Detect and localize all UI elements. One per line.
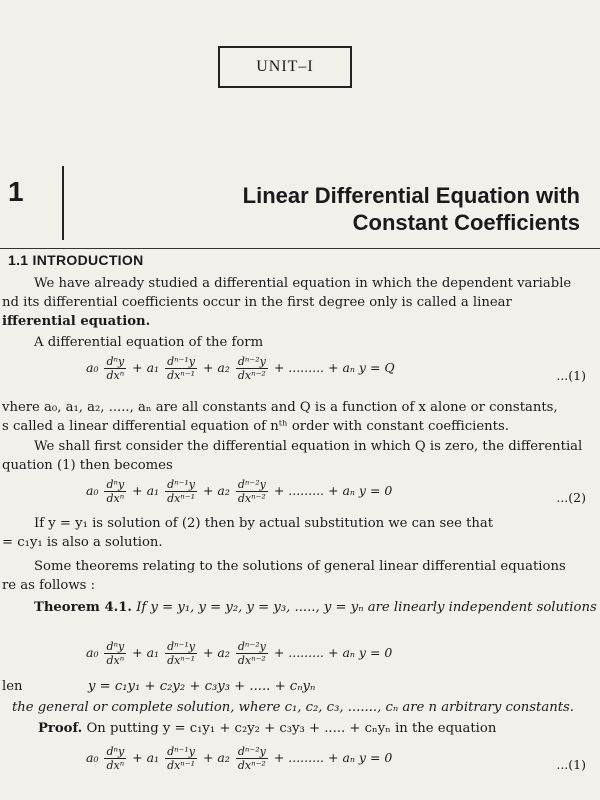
general-solution: y = c₁y₁ + c₂y₂ + c₃y₃ + ..... + cₙyₙ	[88, 679, 316, 694]
eq1-frac-3: $\frac{\text{dⁿ⁻²y}}{\text{dxⁿ⁻²}}$	[237, 355, 266, 382]
theorem-text: If y = y₁, y = y₂, y = y₃, ....., y = yₙ are linearly independent solutions	[136, 600, 597, 615]
general-solution-text: the general or complete solution, where c₁, c₂, c₃, ......., cₙ are n arbitrary constants.	[12, 700, 574, 715]
intro-line-4: A differential equation of the form	[34, 335, 264, 350]
equation-proof-number: ...(1)	[556, 757, 586, 772]
eq3-tail: + ......... + aₙ y = 0	[273, 645, 393, 660]
chapter-divider	[62, 166, 64, 240]
eq4-frac-2: $\frac{\text{dⁿ⁻¹y}}{\text{dxⁿ⁻¹}}$	[167, 745, 195, 772]
eq2-frac-2: $\frac{\text{dⁿ⁻¹y}}{\text{dxⁿ⁻¹}}$	[167, 478, 195, 505]
eq1-a1: + a₁	[132, 360, 160, 375]
chapter-title-line2: Constant Coefficients	[352, 210, 580, 235]
para3-line-2: = c₁y₁ is also a solution.	[2, 535, 163, 550]
eq3-a1: + a₁	[132, 645, 160, 660]
eq4-a0: a₀	[86, 750, 99, 765]
chapter-title-line1: Linear Differential Equation with	[242, 183, 580, 208]
eq1-tail: + ......... + aₙ y = Q	[273, 360, 395, 375]
unit-label: UNIT–I	[256, 58, 314, 75]
proof	[38, 719, 496, 738]
equation-proof	[86, 745, 392, 772]
unit-label-box	[218, 46, 352, 88]
para4-line-2: re as follows :	[2, 578, 96, 593]
eq1-frac-1: $\frac{\text{dⁿy}}{\text{dxⁿ}}$	[106, 355, 125, 382]
para2-line-2: quation (1) then becomes	[2, 458, 173, 473]
eq3-frac-3: $\frac{\text{dⁿ⁻²y}}{\text{dxⁿ⁻²}}$	[237, 640, 266, 667]
eq1-a0: a₀	[86, 360, 99, 375]
eq4-tail: + ......... + aₙ y = 0	[273, 750, 393, 765]
heading-rule	[0, 248, 600, 249]
eq3-frac-2: $\frac{\text{dⁿ⁻¹y}}{\text{dxⁿ⁻¹}}$	[167, 640, 195, 667]
eq2-a2: + a₂	[202, 483, 230, 498]
theorem-label: Theorem 4.1.	[34, 600, 133, 615]
eq2-a0: a₀	[86, 483, 99, 498]
eq2-frac-3: $\frac{\text{dⁿ⁻²y}}{\text{dxⁿ⁻²}}$	[237, 478, 266, 505]
eq1-a2: + a₂	[202, 360, 230, 375]
margin-word: len	[2, 679, 23, 694]
chapter-title	[243, 182, 580, 236]
intro-line-1: We have already studied a differential equation in which the dependent variable	[34, 276, 572, 291]
proof-text: On putting y = c₁y₁ + c₂y₂ + c₃y₃ + ..... + cₙyₙ in the equation	[86, 721, 497, 736]
para2-line-1: We shall first consider the differential equation in which Q is zero, the differential	[34, 439, 583, 454]
theorem	[34, 598, 597, 617]
eq3-frac-1: $\frac{\text{dⁿy}}{\text{dxⁿ}}$	[106, 640, 125, 667]
eq4-frac-1: $\frac{\text{dⁿy}}{\text{dxⁿ}}$	[106, 745, 125, 772]
eq2-frac-1: $\frac{\text{dⁿy}}{\text{dxⁿ}}$	[106, 478, 125, 505]
eq3-a0: a₀	[86, 645, 99, 660]
para3-line-1: If y = y₁ is solution of (2) then by actual substitution we can see that	[34, 516, 494, 531]
para4-line-1: Some theorems relating to the solutions of general linear differential equations	[34, 559, 566, 574]
para1-line-2: s called a linear differential equation of nᵗʰ order with constant coefficients.	[2, 419, 509, 434]
equation-1-number: ...(1)	[556, 368, 586, 383]
equation-theorem	[86, 640, 392, 667]
equation-2	[86, 478, 392, 505]
eq4-frac-3: $\frac{\text{dⁿ⁻²y}}{\text{dxⁿ⁻²}}$	[237, 745, 266, 772]
equation-2-number: ...(2)	[556, 490, 586, 505]
intro-line-3: ifferential equation.	[2, 314, 151, 329]
section-title: 1.1 INTRODUCTION	[8, 252, 144, 268]
eq4-a1: + a₁	[132, 750, 160, 765]
equation-1	[86, 355, 395, 382]
eq1-frac-2: $\frac{\text{dⁿ⁻¹y}}{\text{dxⁿ⁻¹}}$	[167, 355, 195, 382]
eq3-a2: + a₂	[202, 645, 230, 660]
proof-label: Proof.	[38, 721, 83, 736]
eq4-a2: + a₂	[202, 750, 230, 765]
eq2-a1: + a₁	[132, 483, 160, 498]
chapter-number: 1	[8, 176, 24, 207]
para1-line-1: vhere a₀, a₁, a₂, ....., aₙ are all constants and Q is a function of x alone or constants,	[2, 400, 558, 415]
eq2-tail: + ......... + aₙ y = 0	[273, 483, 393, 498]
intro-line-2: nd its differential coefficients occur in the first degree only is called a linear	[2, 295, 512, 310]
